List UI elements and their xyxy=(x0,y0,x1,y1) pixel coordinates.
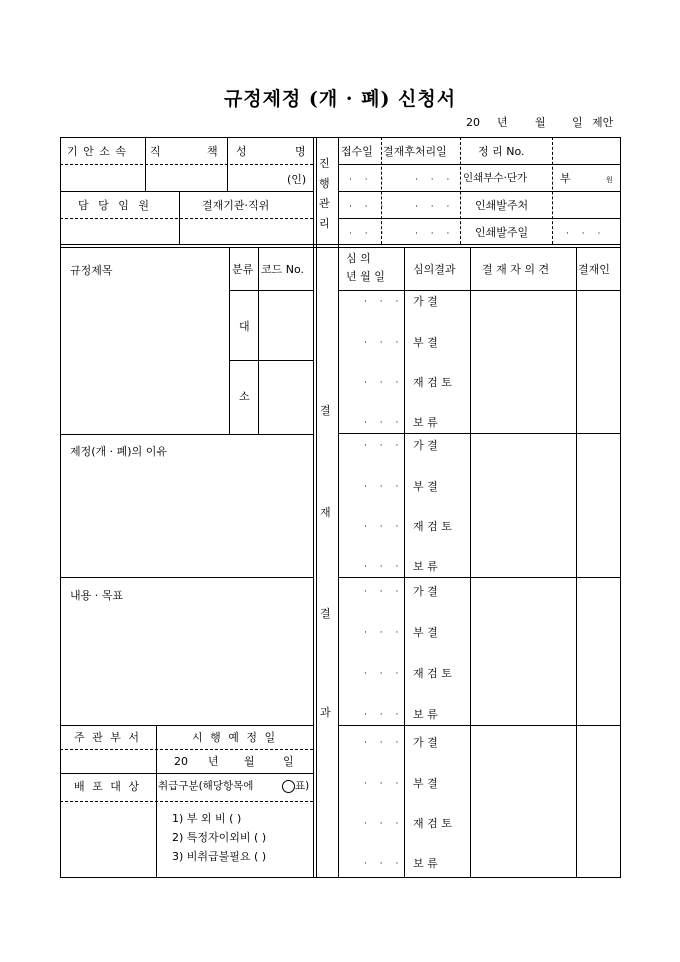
dots: · · · xyxy=(415,229,455,239)
approval-label-3: 결 xyxy=(320,607,331,620)
result-rejected: 부 결 xyxy=(413,480,438,493)
circle-mark-icon xyxy=(282,780,295,793)
approved-date-label: 결재후처리일 xyxy=(383,145,447,158)
handling-option-1: 1) 부 외 비 ( ) xyxy=(172,812,242,825)
dots: · · · xyxy=(364,587,404,597)
category-label: 분류 xyxy=(232,263,254,276)
review-date-header-1: 심 의 xyxy=(346,252,371,265)
dots: · · · xyxy=(349,175,389,185)
approval-label-4: 과 xyxy=(320,706,331,719)
progress-label-2: 행 xyxy=(319,177,330,190)
dots: · · · xyxy=(364,338,404,348)
date-year-prefix: 20 xyxy=(466,116,480,129)
dots: · · · xyxy=(364,710,404,720)
position-label-1: 직 xyxy=(150,145,161,158)
dots: · · · xyxy=(364,441,404,451)
dots: · · · xyxy=(566,229,606,239)
dots: · · · xyxy=(364,522,404,532)
print-unit-label: 부 xyxy=(560,172,571,185)
date-month-label: 월 xyxy=(535,116,546,129)
result-rejected: 부 결 xyxy=(413,626,438,639)
result-pending: 보 류 xyxy=(413,560,438,573)
print-place-label: 인쇄발주처 xyxy=(475,199,529,212)
result-review-again: 재 검 토 xyxy=(413,817,452,830)
progress-label-4: 리 xyxy=(319,217,330,230)
result-approved: 가 결 xyxy=(413,439,438,452)
dots: · · · xyxy=(364,819,404,829)
dept-label: 기 안 소 속 xyxy=(67,145,127,158)
result-pending: 보 류 xyxy=(413,857,438,870)
approval-label-1: 결 xyxy=(320,404,331,417)
handling-mark-label: 표) xyxy=(295,780,310,792)
dots: · · · xyxy=(364,482,404,492)
result-review-again: 재 검 토 xyxy=(413,667,452,680)
reason-label: 제정(개 · 폐)의 이유 xyxy=(70,445,167,458)
document-title: 규정제정 (개 · 폐) 신청서 xyxy=(223,88,457,110)
officer-label: 담 당 임 원 xyxy=(78,199,152,212)
date-year-label: 년 xyxy=(497,116,508,129)
date-proposal-label: 제안 xyxy=(592,116,614,129)
handling-label: 취급구분(해당항목에 xyxy=(158,780,254,792)
dots: · · · xyxy=(415,202,455,212)
effective-date-label: 시 행 예 정 일 xyxy=(192,731,278,744)
result-pending: 보 류 xyxy=(413,708,438,721)
minor-category-label: 소 xyxy=(239,390,250,403)
progress-label-1: 진 xyxy=(319,157,330,170)
dots: · · · xyxy=(364,738,404,748)
review-result-header: 심의결과 xyxy=(413,263,456,276)
dots: · · · xyxy=(364,669,404,679)
approver-opinion-header: 결 재 자 의 견 xyxy=(482,263,550,276)
dept-in-charge-label: 주 관 부 서 xyxy=(74,731,141,744)
handling-option-3: 3) 비취급불필요 ( ) xyxy=(172,850,267,863)
result-rejected: 부 결 xyxy=(413,336,438,349)
result-approved: 가 결 xyxy=(413,736,438,749)
handling-option-2: 2) 특정자이외비 ( ) xyxy=(172,831,267,844)
reg-title-label: 규정제목 xyxy=(70,264,113,277)
content-label: 내용 · 목표 xyxy=(70,589,123,602)
name-label-1: 성 xyxy=(236,145,247,158)
dots: · · · xyxy=(415,175,455,185)
distribution-label: 배 포 대 상 xyxy=(74,780,141,793)
reg-no-label: 정 리 No. xyxy=(478,145,525,158)
name-label-2: 명 xyxy=(295,145,306,158)
eff-month-label: 월 xyxy=(244,755,255,768)
review-date-header-2: 년 월 일 xyxy=(346,270,385,283)
dots: · · · xyxy=(364,628,404,638)
print-count-label: 인쇄부수·단가 xyxy=(463,172,528,184)
dots: · · · xyxy=(364,859,404,869)
received-date-label: 접수일 xyxy=(341,145,373,158)
code-label: 코드 No. xyxy=(261,263,305,276)
print-date-label: 인쇄발주일 xyxy=(475,226,529,239)
dots: · · · xyxy=(349,202,389,212)
approver-header: 결재인 xyxy=(578,263,610,276)
eff-day-label: 일 xyxy=(283,755,294,768)
dots: · · · xyxy=(349,229,389,239)
result-pending: 보 류 xyxy=(413,416,438,429)
approval-label-2: 재 xyxy=(320,506,331,519)
result-approved: 가 결 xyxy=(413,585,438,598)
seal-label: (인) xyxy=(287,173,307,186)
dots: · · · xyxy=(364,562,404,572)
date-day-label: 일 xyxy=(572,116,583,129)
print-price-unit: 원 xyxy=(606,176,613,184)
dots: · · · xyxy=(364,378,404,388)
dots: · · · xyxy=(364,297,404,307)
progress-label-3: 관 xyxy=(319,197,330,210)
position-label-2: 책 xyxy=(207,145,218,158)
dots: · · · xyxy=(364,418,404,428)
result-approved: 가 결 xyxy=(413,295,438,308)
dots: · · · xyxy=(364,779,404,789)
result-review-again: 재 검 토 xyxy=(413,520,452,533)
eff-year-label: 년 xyxy=(208,755,219,768)
result-review-again: 재 검 토 xyxy=(413,376,452,389)
approver-position-label: 결재기관·직위 xyxy=(202,199,270,212)
eff-year-prefix: 20 xyxy=(174,755,188,768)
result-rejected: 부 결 xyxy=(413,777,438,790)
major-category-label: 대 xyxy=(239,320,250,333)
